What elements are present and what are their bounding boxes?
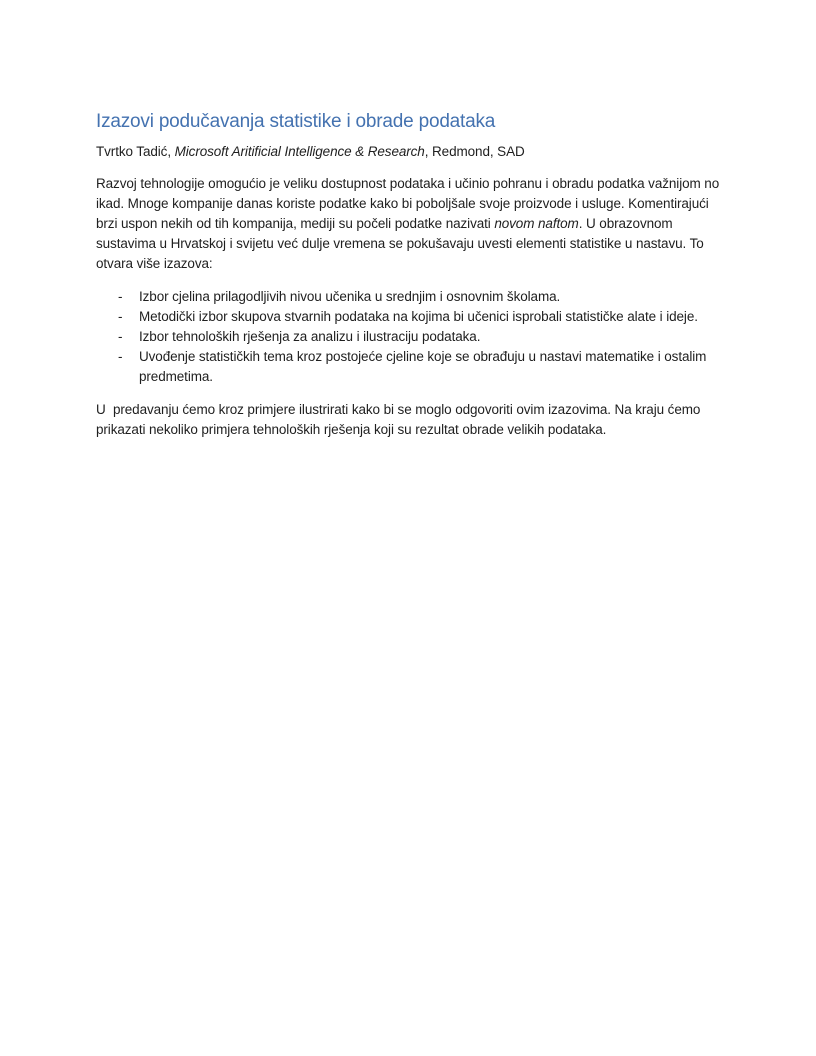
italic-text-run: novom naftom (494, 216, 579, 231)
dash-bullet: - (118, 349, 123, 364)
list-item-text: Izbor tehnoloških rješenja za analizu i ilustraciju podataka. (139, 329, 481, 344)
author-byline (96, 143, 720, 161)
text-run: Tvrtko Tadić, (96, 144, 175, 159)
dash-bullet: - (118, 309, 123, 324)
challenges-list (96, 287, 720, 387)
list-item-text: Izbor cjelina prilagodljivih nivou učenika u srednjim i osnovnim školama. (139, 289, 561, 304)
document-content (0, 0, 816, 440)
text-run: . U obrazovnom sustavima u Hrvatskoj i svijetu već dulje vremena se pokušavaju uvesti elementi statistike u nastavu. To otvara više izazova: (96, 216, 704, 271)
intro-paragraph (96, 174, 720, 274)
list-item-text: Metodički izbor skupova stvarnih podataka na kojima bi učenici isprobali statističke alate i ideje. (139, 309, 698, 324)
dash-bullet: - (118, 329, 123, 344)
italic-text-run: Microsoft Aritificial Intelligence & Research (174, 144, 425, 159)
text-run: , Redmond, SAD (424, 144, 525, 159)
list-item (96, 327, 720, 347)
list-item (96, 307, 720, 327)
text-run: Razvoj tehnologije omogućio je veliku dostupnost podataka i učinio pohranu i obradu podatka važnijom no ikad. Mnoge kompanije danas koriste podatke kako bi poboljšale svoje proizvode i usluge. Komentirajući brzi uspon nekih od tih kompanija, mediji su počeli podatke nazivati (96, 176, 720, 231)
text-run: U predavanju ćemo kroz primjere ilustrirati kako bi se moglo odgovoriti ovim izazovima. Na kraju ćemo prikazati nekoliko primjera tehnoloških rješenja koji su rezultat obrade velikih podataka. (96, 402, 701, 437)
document-title: Izazovi podučavanja statistike i obrade podataka (96, 111, 496, 132)
list-item-text: Uvođenje statističkih tema kroz postojeće cjeline koje se obrađuju u nastavi matematike i ostalim predmetima. (139, 349, 707, 384)
closing-paragraph (96, 400, 720, 440)
list-item (96, 287, 720, 307)
dash-bullet: - (118, 289, 123, 304)
list-item (96, 347, 720, 387)
